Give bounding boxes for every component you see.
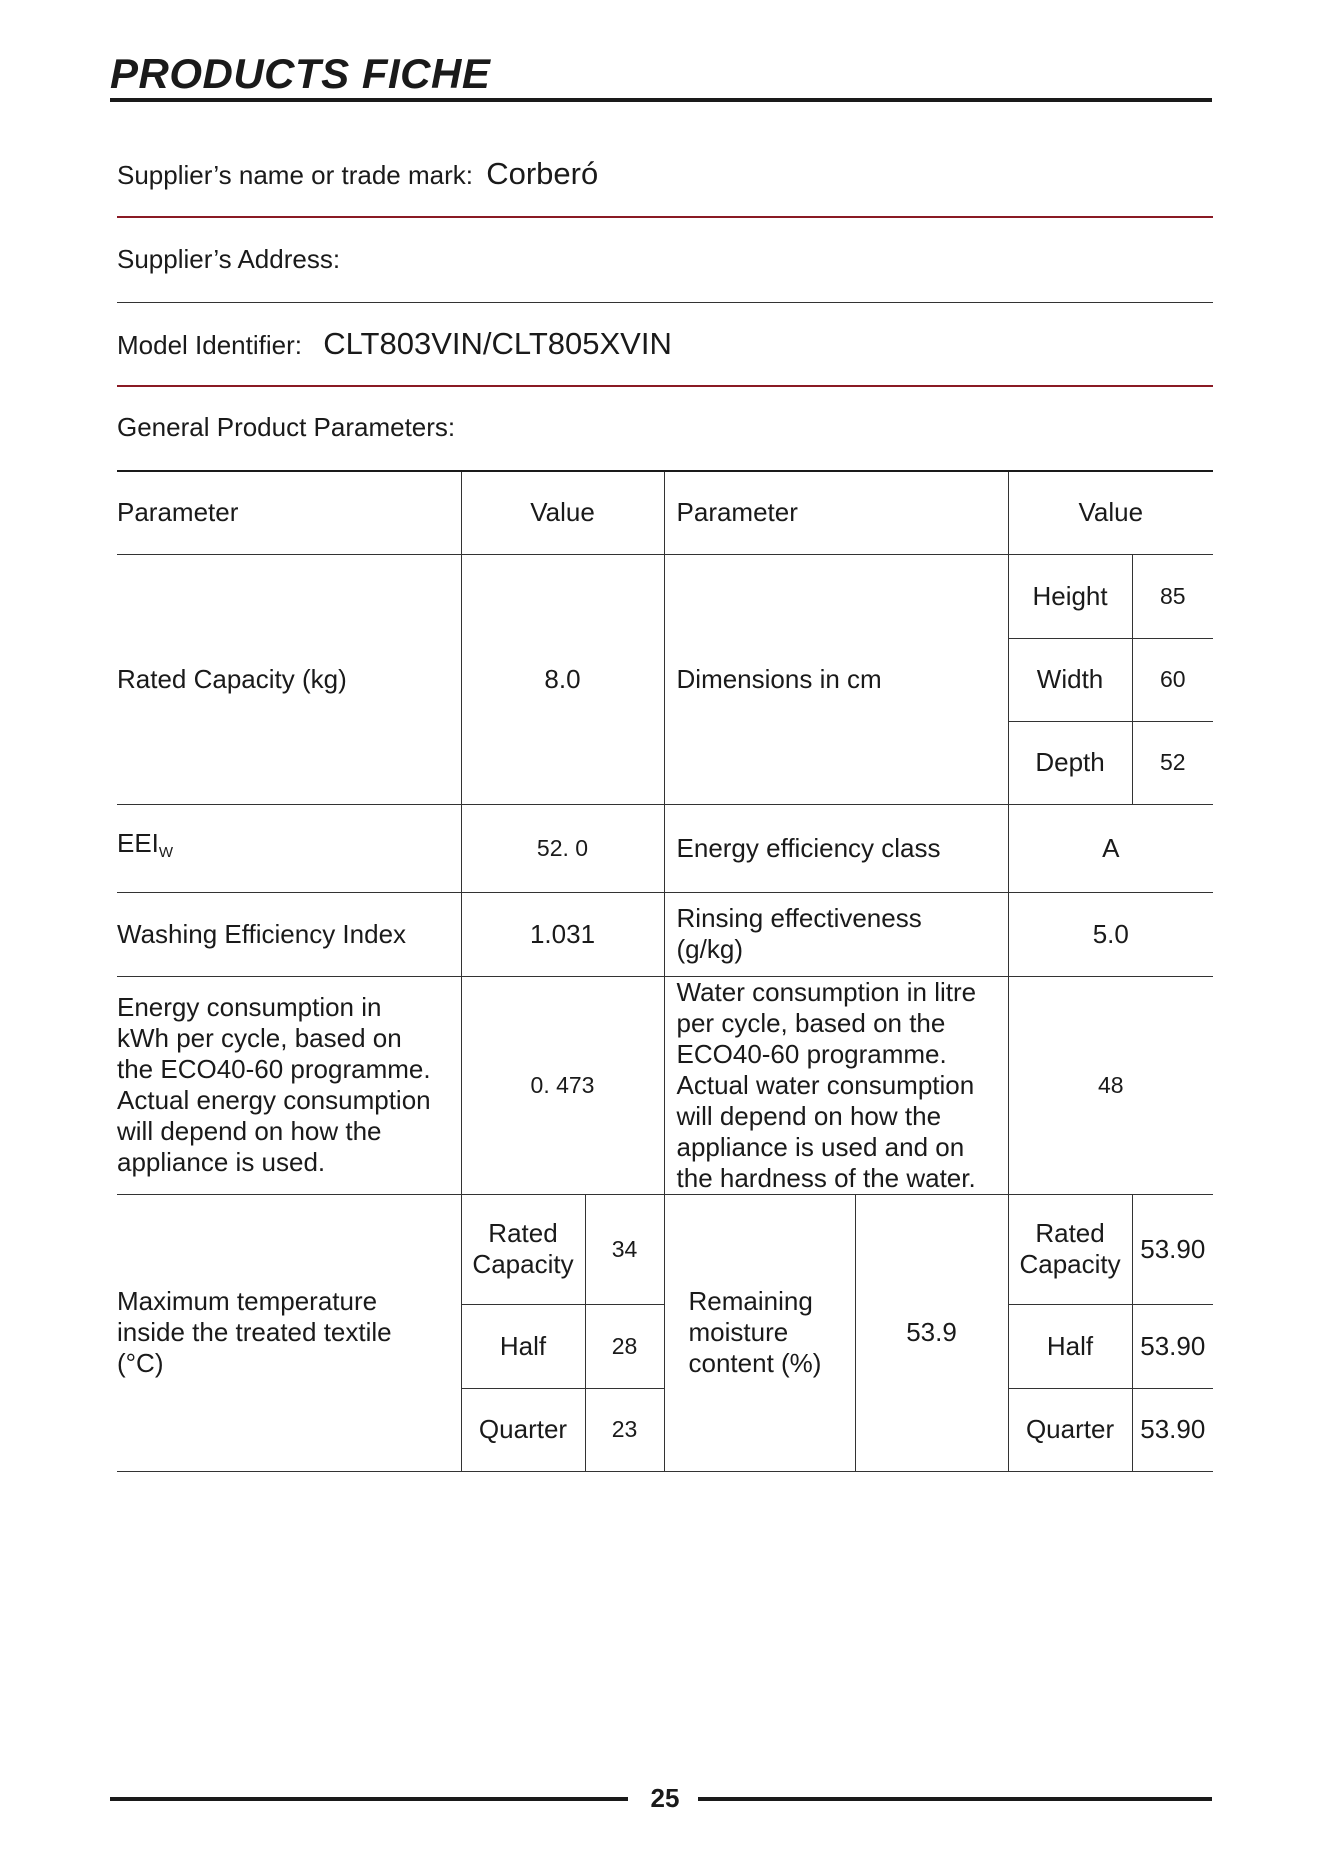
supplier-name-row [117,156,1213,192]
moisture-quarter-label: Quarter [1008,1388,1132,1471]
energy-consumption-line: will depend on how the [117,1116,382,1146]
water-consumption-line: Water consumption in litre [676,976,977,1007]
model-label: Model Identifier: [117,330,302,360]
supplier-address-label: Supplier’s Address: [117,244,341,274]
eei-label-main: EEI [117,828,159,858]
height-value: 85 [1132,554,1213,638]
height-label: Height [1008,554,1132,638]
moisture-half-value: 53.90 [1132,1304,1213,1388]
header-parameter: Parameter [664,471,1008,554]
eei-value: 52. 0 [461,804,664,892]
moisture-label [664,1194,855,1471]
page-number: 25 [650,1783,680,1813]
water-consumption-line: ECO40-60 programme. [676,1038,947,1069]
rated-capacity-value: 8.0 [461,554,664,804]
table-row [117,892,1213,976]
eei-label-sub: W [158,844,174,861]
header-parameter: Parameter [117,471,461,554]
page-title: PRODUCTS FICHE [110,50,491,97]
moisture-half-label: Half [1008,1304,1132,1388]
depth-value: 52 [1132,721,1213,804]
table-row [117,804,1213,892]
moisture-label-line: content (%) [688,1348,822,1378]
footer-rule-right [698,1797,1212,1801]
temp-rated-label-line: Capacity [472,1249,574,1279]
rinsing-label [664,892,1008,976]
max-temp-line: inside the treated textile [117,1317,392,1347]
max-temp-line: (°C) [117,1348,164,1378]
model-row [117,326,1213,362]
moisture-rated-label-line: Rated [1035,1218,1105,1248]
temp-rated-label [461,1194,585,1304]
energy-consumption-line: Actual energy consumption [117,1085,431,1115]
temp-half-label: Half [461,1304,585,1388]
water-consumption-line: will depend on how the [676,1100,942,1131]
moisture-rated-value: 53.90 [1132,1194,1213,1304]
temp-quarter-label: Quarter [461,1388,585,1471]
energy-class-value: A [1008,804,1213,892]
rinsing-value: 5.0 [1008,892,1213,976]
energy-class-label: Energy efficiency class [664,804,1008,892]
width-value: 60 [1132,638,1213,721]
water-consumption-label [664,976,1008,1194]
moisture-rated-label-line: Capacity [1019,1249,1121,1279]
supplier-name-label: Supplier’s name or trade mark: [117,160,473,190]
general-params-row [117,412,1213,443]
header-value: Value [461,471,664,554]
max-temp-line: Maximum temperature [117,1286,378,1316]
divider [117,385,1213,387]
parameters-table [117,470,1213,1472]
supplier-address-row [117,244,1213,275]
general-params-label: General Product Parameters: [117,412,456,442]
moisture-label-line: Remaining [688,1286,813,1316]
water-consumption-value: 48 [1008,976,1213,1194]
energy-consumption-line: Energy consumption in [117,992,382,1022]
rinsing-label-line: (g/kg) [676,934,743,964]
water-consumption-line: appliance is used and on [676,1131,965,1162]
temp-rated-value: 34 [585,1194,664,1304]
moisture-quarter-value: 53.90 [1132,1388,1213,1471]
energy-consumption-line: the ECO40-60 programme. [117,1054,431,1084]
title-bar [110,50,1212,102]
temp-quarter-value: 23 [585,1388,664,1471]
width-label: Width [1008,638,1132,721]
water-consumption-line: Actual water consumption [676,1069,975,1100]
table-row [117,554,1213,638]
washing-index-value: 1.031 [461,892,664,976]
rinsing-label-line: Rinsing effectiveness [676,903,922,933]
header-value: Value [1008,471,1213,554]
energy-consumption-line: appliance is used. [117,1147,326,1177]
energy-consumption-label [117,976,461,1194]
depth-label: Depth [1008,721,1132,804]
temp-half-value: 28 [585,1304,664,1388]
water-consumption-line: per cycle, based on the [676,1007,946,1038]
moisture-rated-label [1008,1194,1132,1304]
table-header-row [117,471,1213,554]
temp-rated-label-line: Rated [488,1218,558,1248]
moisture-value: 53.9 [855,1194,1008,1471]
max-temp-label [117,1194,461,1471]
rated-capacity-label: Rated Capacity (kg) [117,554,461,804]
table-row [117,1194,1213,1304]
model-value: CLT803VIN/CLT805XVIN [323,326,672,361]
eei-label [117,804,461,892]
energy-consumption-line: kWh per cycle, based on [117,1023,402,1053]
table-row [117,976,1213,1194]
supplier-name-value: Corberó [486,156,599,191]
dimensions-label: Dimensions in cm [664,554,1008,804]
footer-rule-left [110,1797,628,1801]
moisture-label-line: moisture [688,1317,789,1347]
divider [117,302,1213,303]
water-consumption-line: the hardness of the water. [676,1162,976,1193]
energy-consumption-value: 0. 473 [461,976,664,1194]
divider [117,216,1213,218]
washing-index-label: Washing Efficiency Index [117,892,461,976]
